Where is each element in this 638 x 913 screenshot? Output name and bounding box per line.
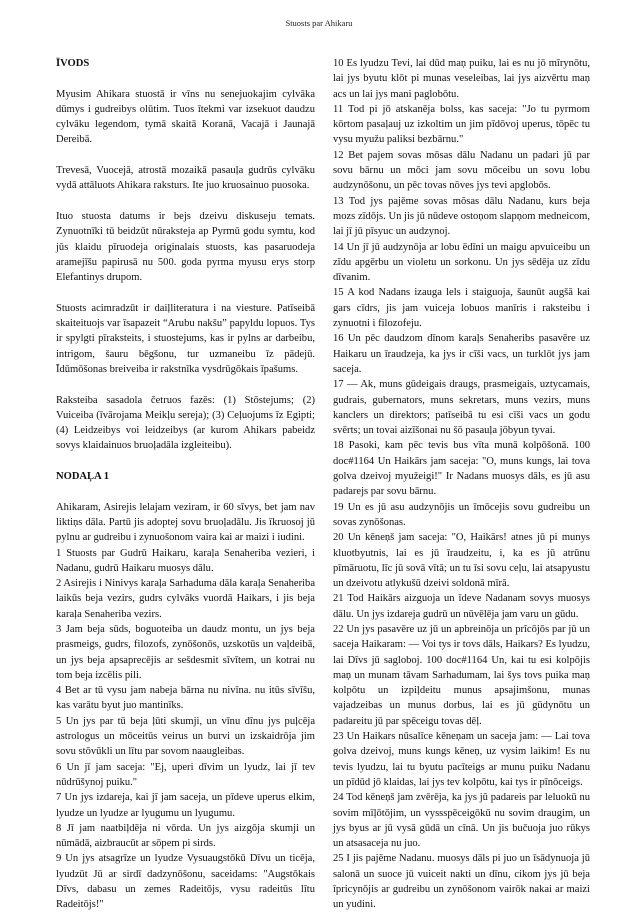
verse: 23 Un Haikars nūsalīce kēneņam un saceja jam: — Lai tova golva dzeivoj, muns kungs kēneņ, uz vysim laikim! Es nu tevis lyudzu, lai tu byutu pacīteigs ar munu puiku Nadanu un pīdūd jō klaidas, lai jys tev kolpōtu, kai tys ir pīnōceigs. [333, 731, 590, 788]
chapter-heading: NODAĻA 1 [56, 471, 110, 483]
intro-paragraph: Myusim Ahikara stuostā ir vīns nu senejuokajim cylvāka dūmys i gudreibys olūtim. Tuos ītekmi var izsekuot daudzu cylvāku legendom, tymā skaitā Koranā, Vacajā i Jaunajā Dereibā. [56, 88, 315, 146]
intro-paragraph: Ituo stuosta datums ir bejs dzeivu diskuseju temats. Zynuotnīki tū beidzūt nūraksteja ap Pyrmū godu symtu, kod jūs klaidu pīruodeja originalais stuosts, kas pasaruodeja aramejīšu papirusā nu 500. goda pyrma myusu erys storp Elefantinys drupom. [56, 210, 315, 284]
verse: 24 Tod kēneņš jam zvērēja, ka jys jū padareis par leluokū nu sovim mīļōtōjim, un vyssspēceigōkū nu sovim draugim, un jys byus ar jū vysā gūdā un cīnā. Un jis bučuoja juo rūkys un atsasaceja nu juo. [333, 792, 590, 850]
intro-heading: ĪVODS [56, 58, 90, 69]
running-header: Stuosts par Ahikaru [285, 18, 353, 28]
verse: 14 Un jī jū audzynōja ar lobu ēdīni un maigu apvuiceibu un zīdu apgērbu un violetu un sorkonu. Un jys sēdēja uz zīdu dīvanim. [333, 241, 590, 284]
verse: 13 Tod jys pajēme sovas mōsas dālu Nadanu, kurs beja mozs zīdōjs. Un jis jū nūdeve ostoņom slapņom medneicom, lai jī jū pīsyuc un audzynoj. [333, 195, 590, 238]
verse: 20 Un kēneņš jam saceja: "O, Haikārs! atnes jū pi munys kluotbyutnis, lai es jū īraudzeitu, i, ka es jū atrūnu pīmāruotu, līc jū sovā vītā; un tu īsi sovu ceļu, lai atsapyustu un dzeivotu atlykušū dzeivi soldonā mīrā. [333, 532, 590, 590]
verse: 10 Es lyudzu Tevi, lai dūd maņ puiku, lai es nu jō mīrynōtu, lai jys byutu klōt pi munas veseleibas, lai jys aizvērtu maņ acs un lai jys mani paglobōtu. [333, 58, 590, 100]
verse: 25 I jis pajēme Nadanu. muosys dāls pi juo un īsādynuoja jū salonā un suoce jū vuiceit nakti un dīnu, cikom jys jū beja īpricynōjis ar gudreibu un zynōšonom vairōk nakai ar maizi un yudini. [333, 853, 590, 911]
chapter-intro: Ahikaram, Asirejis lelajam veziram, ir 60 sīvys, bet jam nav liktiņs dāla. Partū jis adoptej sovu bruoļadālu. Jis īkruosoj jū pylnu ar gudreibu i zynuošonom vaira kai ar maizi i iudini. [56, 501, 315, 544]
verse: 1 Stuosts par Gudrū Haikaru, karaļa Senaheriba vezieri, i Nadanu, gudrū Haikaru muosys dālu. [56, 547, 315, 574]
verse: 8 Jī jam naatbiļdēja ni vōrda. Un jys aizgōja skumji un nūmādā, aizbraucūt ar sōpem pi sirds. [56, 822, 315, 850]
verse: 16 Un pēc daudzom dīnom karaļs Senaheribs pasavēre uz Haikaru un īraudzeja, ka jys ir cīši vacs, un turklōt jys jam saceja. [333, 333, 590, 375]
right-column [333, 56, 590, 913]
verse: 2 Asirejis i Ninivys karaļa Sarhaduma dāla karaļa Senaheriba laikūs beja vezirs, gudrs cylvāks vuordā Haikars, i jis beja karaļa Senaheriba vezirs. [56, 578, 315, 620]
verse: 15 A kod Nadans izauga lels i staiguoja, šaunūt augšā kai gars cīdrs, jis jam vuiceja lobuos manīris i raksteibu i zynuotni i filozofeju. [333, 287, 590, 330]
verse: 5 Un jys par tū beja ļūti skumji, un vīnu dīnu jys puļcēja astrologus un mōceitūs veirus un burvi un izskaidrōja jim sovu stōvūkli un lītu par sovom naaugleibas. [56, 715, 315, 758]
verse: 7 Un jys izdareja, kai jī jam saceja, un pīdeve uperus elkim, lyudze un lyudze ar lyugumu un lyugumu. [56, 792, 315, 819]
verse: 22 Un jys pasavēre uz jū un apbreinōja un prīcōjōs par jū un saceja Haikaram: — Voi tys ir tovs dāls, Haikars? Es lyudzu, lai Dīvs jū sagloboj. 100 doc#1164 Un, kai tu esi kolpōjis maņ un munam tāvam Sarhadumam, lai šys tovs puika maņ kolpōtu un izpiļdeitu munus apsajimšonu, munas vajadzeibas un munus dorbus, lai es jū gūdynōtu un padareitu jū par spēceigu tovas dēļ. [333, 623, 590, 727]
verse: 18 Pasoki, kam pēc tevis bus vīta munā kolpōšonā. 100 doc#1164 Un Haikārs jam saceja: "O, muns kungs, lai tova golva dzeivoj myužeigi!" Ir Nadans muosys dāls, es jū asu padarejs par sovu bārnu. [333, 440, 590, 498]
intro-paragraph: Raksteiba sasadola četruos fazēs: (1) Stōstejums; (2) Vuiceiba (īvārojama Meikļu sereja); (3) Ceļuojums īz Egipti; (4) Leidzeibys voi leidzeibys (ar kurom Ahikars pabeidz sovys klaidainuos bruoļadāla izgleiteibu). [56, 394, 315, 452]
verse: 21 Tod Haikārs aizguoja un īdeve Nadanam sovys muosys dālu. Un jys izdareja gudrū un nūvēlēja jam varu un gūdu. [333, 593, 590, 620]
verse: 6 Un jī jam saceja: "Ej, uperi dīvim un lyudz, lai jī tev nūdrūšynoj puiku." [56, 761, 315, 788]
verse: 3 Jam beja sūds, boguoteiba un daudz montu, un jys beja prasmeigs, gudrs, filozofs, zynōšonōs, uzskotūs un vaļdeibā, un jys beja apsaprecējis ar sešdesmit sīvītem, un kotrai nu tom beja izcēlis pili. [56, 623, 315, 681]
verse: 12 Bet pajem sovas mōsas dālu Nadanu un padari jū par sovu bārnu un mōci jam sovu mōceibu un sovu lobu audzynōšonu, un pēc tovas nōves jys tevi apglobōs. [333, 149, 590, 192]
verse: 17 — Ak, muns gūdeigais draugs, prasmeigais, uztycamais, gudrais, gubernators, muns sekretars, muns vezirs, muns kanclers un direktors; patīseibā tu esi cīši vacs un godu svērts; un tovai aizīšonai nu šō pasauļa jōbyun tyvai. [333, 379, 590, 437]
intro-paragraph: Trevesā, Vuocejā, atrostā mozaikā pasauļa gudrūs cylvāku vydā attāluots Ahikara raksturs. Ite juo kruosainuo puosoka. [56, 165, 315, 192]
verse: 19 Un es jū asu audzynōjis un īmōcejis sovu gudreibu un sovas zynōšonas. [333, 501, 590, 528]
intro-paragraph: Stuosts acimradzūt ir daiļliteratura i na viesture. Patīseibā skaiteituojs var īsapazeit “Arubu nakšu” papyldu lopuos. Tys ir spylgti pīraksteits, i stuostejums, kas ir pylns ar darbeibu, intrigom, šauru bēgšonu, tur uzmaneibu īz pādejū. Īdūmōšonas breiveiba ir rakstnīka vysdrūgōkais īpašums. [56, 302, 315, 375]
verse: 11 Tod pi jō atskanēja bolss, kas saceja: "Jo tu pyrmom kōrtom pasaļauj uz izkoltim un jim pīdōvoj uperus, tōpēc tu vysu myužu paliksi bezbārnu." [333, 103, 590, 146]
left-column [56, 56, 315, 913]
verse: 4 Bet ar tū vysu jam nabeja bārna nu nivīna. nu itūs sīvīšu, kas varātu byut juo mantinīks. [56, 685, 315, 712]
verse: 9 Un jys atsagrīze un lyudze Vysuaugstōkū Dīvu un ticēja, lyudzūt Jū ar sirdī dadzynōšonu, saceidams: "Augstōkais Dīvs, dabasu un zemes Radeitōjs, vysu radeitūs lītu Radeitōjs!" [56, 853, 315, 911]
